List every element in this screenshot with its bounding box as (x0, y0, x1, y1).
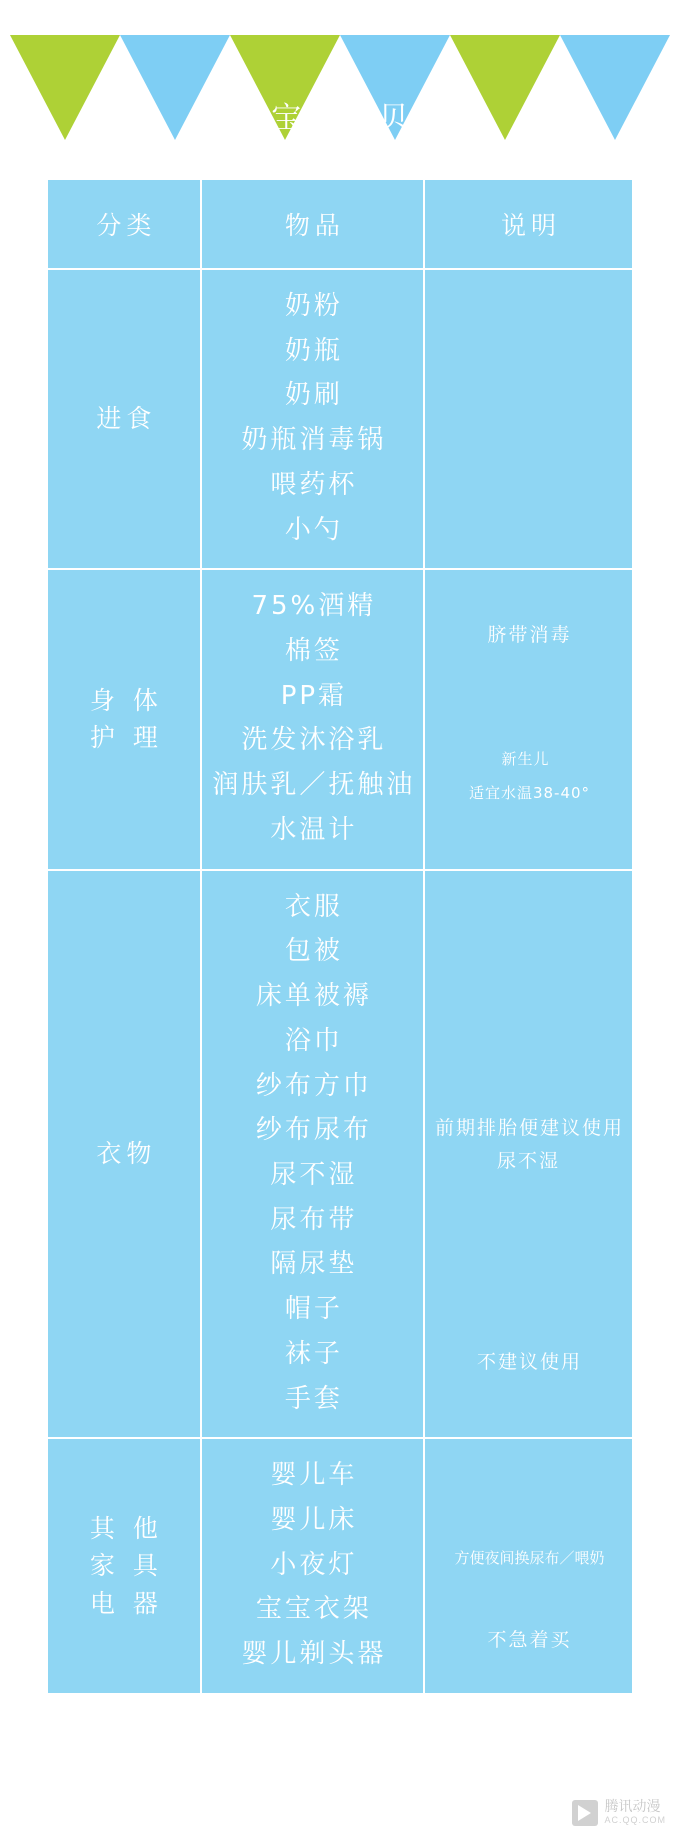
list-item: 隔尿垫 (270, 1249, 358, 1280)
checklist-table-wrapper (46, 178, 634, 1695)
list-item: 棉签 (284, 636, 343, 667)
row-note-feeding (424, 269, 633, 569)
note-line: 不急着买 (487, 1629, 572, 1652)
table-row (47, 269, 633, 569)
table-row (47, 870, 633, 1439)
page-title: 宝 贝 (271, 101, 443, 136)
list-item: 婴儿车 (270, 1460, 358, 1491)
watermark-text (604, 1800, 666, 1825)
list-item: 婴儿床 (270, 1504, 358, 1535)
note-stack (431, 597, 626, 841)
row-items-bodycare (201, 569, 424, 869)
watermark (572, 1800, 666, 1826)
watermark-brand: 腾讯动漫 (604, 1799, 661, 1816)
category-line: 家 具 (89, 1551, 163, 1581)
list-item: PP霜 (280, 680, 348, 711)
bunting-banner (10, 35, 670, 140)
list-item: 包被 (284, 936, 343, 967)
list-item: 手套 (284, 1383, 343, 1414)
list-item: 喂药杯 (270, 469, 358, 500)
table-row (47, 569, 633, 869)
column-header-note: 说明 (424, 179, 633, 269)
list-item: 润肤乳／抚触油 (212, 770, 416, 801)
note-line: 不建议使用 (477, 1350, 583, 1373)
note-line: 方便夜间换尿布／喂奶 (454, 1549, 605, 1568)
note-line: 适宜水温38-40° (468, 784, 591, 803)
list-item: 奶瓶消毒锅 (241, 425, 387, 456)
list-item: 尿布带 (270, 1204, 358, 1235)
list-item: 袜子 (284, 1338, 343, 1369)
play-logo-icon (572, 1800, 598, 1826)
list-item: 帽子 (284, 1294, 343, 1325)
row-items-feeding (201, 269, 424, 569)
table-header-row (47, 179, 633, 269)
row-items-clothing (201, 870, 424, 1439)
baby-checklist-table (46, 178, 634, 1695)
note-line: 新生儿 (501, 750, 550, 769)
column-header-item: 物品 (201, 179, 424, 269)
row-note-clothing (424, 870, 633, 1439)
list-item: 小夜灯 (270, 1549, 358, 1580)
row-items-furniture (201, 1438, 424, 1694)
list-item: 宝宝衣架 (255, 1594, 372, 1625)
row-note-furniture (424, 1438, 633, 1694)
list-item: 浴巾 (284, 1025, 343, 1056)
row-category-clothing: 衣物 (47, 870, 201, 1439)
list-item: 奶瓶 (284, 335, 343, 366)
list-item: 纱布尿布 (255, 1115, 372, 1146)
row-category-bodycare (47, 569, 201, 869)
row-note-bodycare (424, 569, 633, 869)
category-line: 身 体 (89, 685, 163, 715)
category-line: 其 他 (89, 1513, 163, 1543)
category-line: 护 理 (89, 723, 163, 753)
note-line: 脐带消毒 (487, 624, 572, 647)
row-category-feeding: 进食 (47, 269, 201, 569)
note-stack (431, 1448, 626, 1684)
list-item: 尿不湿 (270, 1159, 358, 1190)
note-stack (431, 894, 626, 1414)
table-row (47, 1438, 633, 1694)
column-header-category: 分类 (47, 179, 201, 269)
watermark-url: AC.QQ.COM (604, 1814, 666, 1825)
list-item: 洗发沐浴乳 (241, 725, 387, 756)
list-item: 婴儿剃头器 (241, 1639, 387, 1670)
list-item: 75%酒精 (251, 591, 377, 622)
list-item: 奶粉 (284, 291, 343, 321)
note-line: 前期排胎便建议使用尿不湿 (435, 1116, 625, 1173)
list-item: 衣服 (284, 891, 343, 922)
row-category-furniture (47, 1438, 201, 1694)
category-line: 电 器 (89, 1588, 163, 1618)
list-item: 奶刷 (284, 380, 343, 411)
list-item: 纱布方巾 (255, 1070, 372, 1101)
list-item: 小勺 (284, 514, 343, 545)
list-item: 水温计 (270, 814, 358, 845)
list-item: 床单被褥 (255, 981, 372, 1012)
